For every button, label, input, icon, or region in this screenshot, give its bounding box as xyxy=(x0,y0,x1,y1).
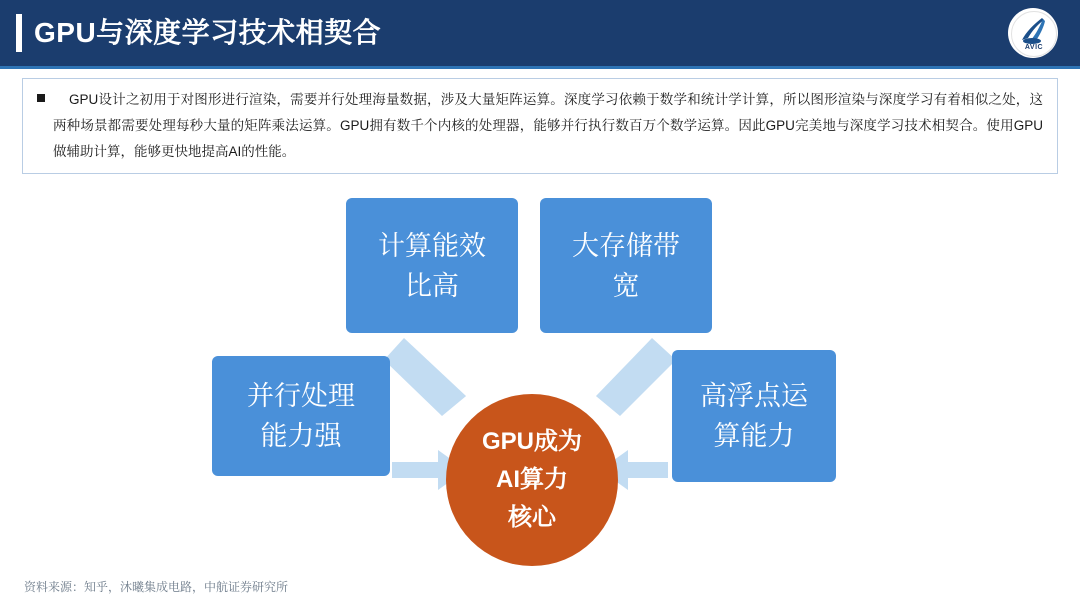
logo-inner xyxy=(1011,11,1057,57)
diagram-node-right xyxy=(672,350,836,482)
diagram-node-left-label: 并行处理 能力强 xyxy=(247,381,355,451)
description-paragraph: GPU设计之初用于对图形进行渲染，需要并行处理海量数据，涉及大量矩阵运算。深度学习依赖于数学和统计学计算，所以图形渲染与深度学习有着相似之处，这两种场景都需要处理每秒大量的矩阵乘法运算。GPU拥有数千个内核的处理器，能够并行执行数百万个数学运算。因此GPU完美地与深度学习技术相契合。使用GPU做辅助计算，能够更快地提高AI的性能。 xyxy=(53,92,1043,159)
diagram-node-top-left xyxy=(346,198,518,333)
diagram-node-top-left-label: 计算能效 比高 xyxy=(378,230,486,301)
avic-logo xyxy=(1008,8,1058,58)
source-note: 资料来源：知乎，沐曦集成电路，中航证券研究所 xyxy=(24,580,289,594)
center-line-1: GPU成为 xyxy=(481,428,582,455)
logo-text: AVIC xyxy=(1024,44,1044,51)
bullet-icon xyxy=(37,94,45,102)
slide-header xyxy=(0,0,1080,66)
center-line-2: AI算力 xyxy=(496,466,568,493)
diagram-area xyxy=(0,180,1080,570)
header-underline xyxy=(0,66,1080,69)
diagram-node-right-label: 高浮点运 算能力 xyxy=(700,381,808,451)
header-accent-bar xyxy=(16,14,22,52)
description-textbox xyxy=(22,78,1058,174)
diagram-node-left xyxy=(212,356,390,476)
page-title: GPU与深度学习技术相契合 xyxy=(34,17,382,48)
diagram-center-node xyxy=(446,394,618,566)
diagram-node-top-right-label: 大存储带 宽 xyxy=(572,230,680,301)
diagram-node-top-right xyxy=(540,198,712,333)
center-line-3: 核心 xyxy=(508,504,556,531)
